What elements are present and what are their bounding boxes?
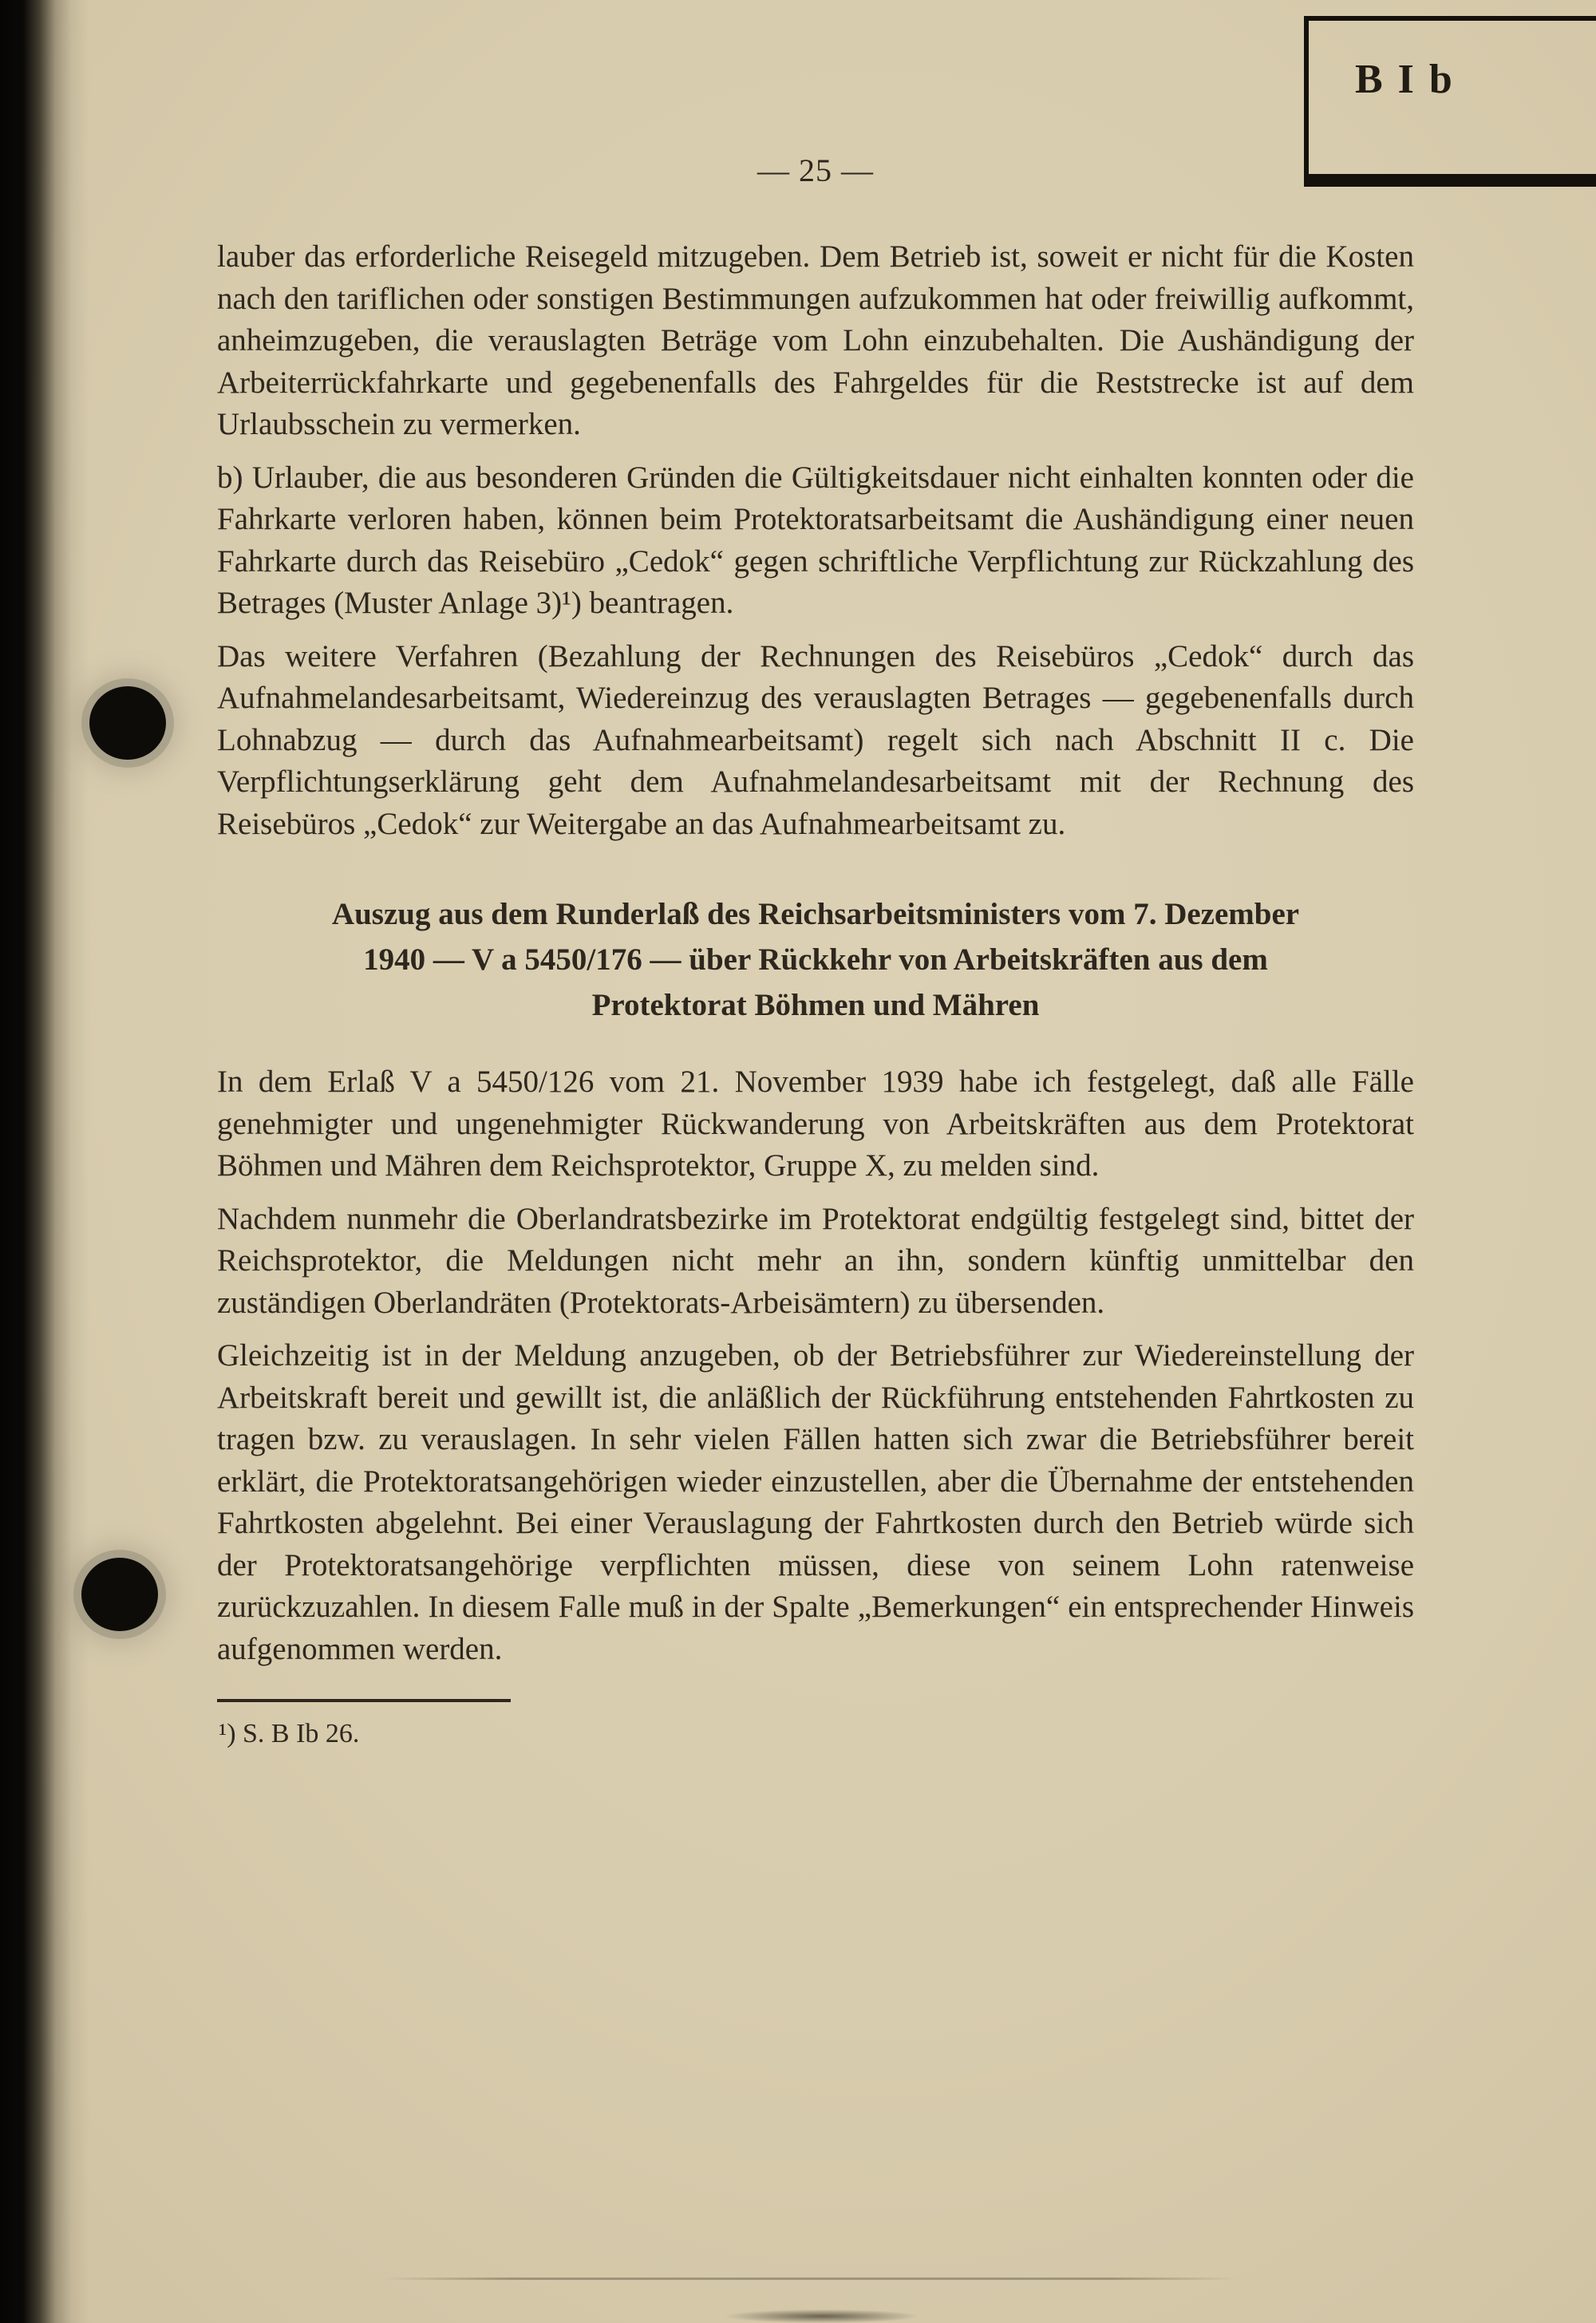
body-paragraph: Nachdem nunmehr die Oberlandratsbezirke im Protektorat endgültig festgelegt sind, bittet der Reichsprotektor, die Meldungen nicht mehr an ihn, sondern künftig unmittelbar den zuständigen Oberlandräten (Protektorats-Arbeisämtern) zu übersenden. xyxy=(217,1201,1414,1320)
page-number: — 25 — xyxy=(757,152,874,188)
hole-punch-bottom xyxy=(81,1558,158,1631)
footnote-rule xyxy=(217,1699,511,1702)
body-paragraph: In dem Erlaß V a 5450/126 vom 21. November 1939 habe ich festgelegt, daß alle Fälle genehmigter und ungenehmigter Rückwanderung von Arbeitskräften aus dem Protektorat Böhmen und Mähren dem Reichsprotektor, Gruppe X, zu melden sind. xyxy=(217,1065,1414,1183)
section-heading xyxy=(217,891,1414,1028)
corner-label: B I b xyxy=(1355,57,1455,102)
section-heading-line: Auszug aus dem Runderlaß des Reichsarbeitsministers vom 7. Dezember xyxy=(331,897,1300,931)
body-paragraph: Gleichzeitig ist in der Meldung anzugeben, ob der Betriebsführer zur Wiedereinstellung der Arbeitskraft bereit und gewillt ist, die anläßlich der Rückführung entstehenden Fahrtkosten zu tragen bzw. zu verauslagen. In sehr vielen Fällen hatten sich zwar die Betriebsführer bereit erklärt, die Protektoratsangehörigen wieder einzustellen, aber die Übernahme der entstehenden Fahrtkosten abgelehnt. Bei einer Verauslagung der Fahrtkosten durch den Betrieb würde sich der Protektoratsangehörige verpflichten müssen, diese von seinem Lohn ratenweise zurückzuzahlen. In diesem Falle muß in der Spalte „Bemerkungen“ ein entsprechender Hinweis aufgenommen werden. xyxy=(217,1338,1414,1666)
section-heading-line: Protektorat Böhmen und Mähren xyxy=(591,988,1040,1022)
hole-punch-top xyxy=(89,686,166,760)
section-heading-line: 1940 — V a 5450/176 — über Rückkehr von Arbeitskräften aus dem xyxy=(363,942,1268,977)
bottom-edge-smudge xyxy=(726,2309,918,2323)
scan-left-edge-shadow xyxy=(0,0,89,2323)
body-paragraph: Das weitere Verfahren (Bezahlung der Rechnungen des Reisebüros „Cedok“ durch das Aufnahmelandesarbeitsamt, Wiedereinzug des verauslagten Betrages — gegebenenfalls durch Lohnabzug — durch das Aufnahmearbeitsamt) regelt sich nach Abschnitt II c. Die Verpflichtungserklärung geht dem Aufnahmelandesarbeitsamt mit der Rechnung des Reisebüros „Cedok“ zur Weitergabe an das Aufnahmearbeitsamt zu. xyxy=(217,638,1414,841)
text-block xyxy=(217,236,1414,1756)
body-paragraph: lauber das erforderliche Reisegeld mitzugeben. Dem Betrieb ist, soweit er nicht für die Kosten nach den tariflichen oder sonstigen Bestimmungen aufzukommen hat oder freiwillig aufkommt, anheimzugeben, die verauslagten Beträge vom Lohn einzubehalten. Die Aushändigung der Arbeiterrückfahrkarte und gegebenenfalls des Fahrgeldes für die Reststrecke ist auf dem Urlaubsschein zu vermerken. xyxy=(217,239,1414,441)
body-paragraph: b) Urlauber, die aus besonderen Gründen die Gültigkeitsdauer nicht einhalten konnten oder die Fahrkarte verloren haben, können beim Protektoratsarbeitsamt die Aushändigung einer neuen Fahrkarte durch das Reisebüro „Cedok“ gegen schriftliche Verpflichtung zur Rückzahlung des Betrages (Muster Anlage 3)¹) beantragen. xyxy=(217,460,1414,620)
footnote: ¹) S. B Ib 26. xyxy=(219,1719,360,1748)
bottom-crease-line xyxy=(383,2278,1237,2280)
